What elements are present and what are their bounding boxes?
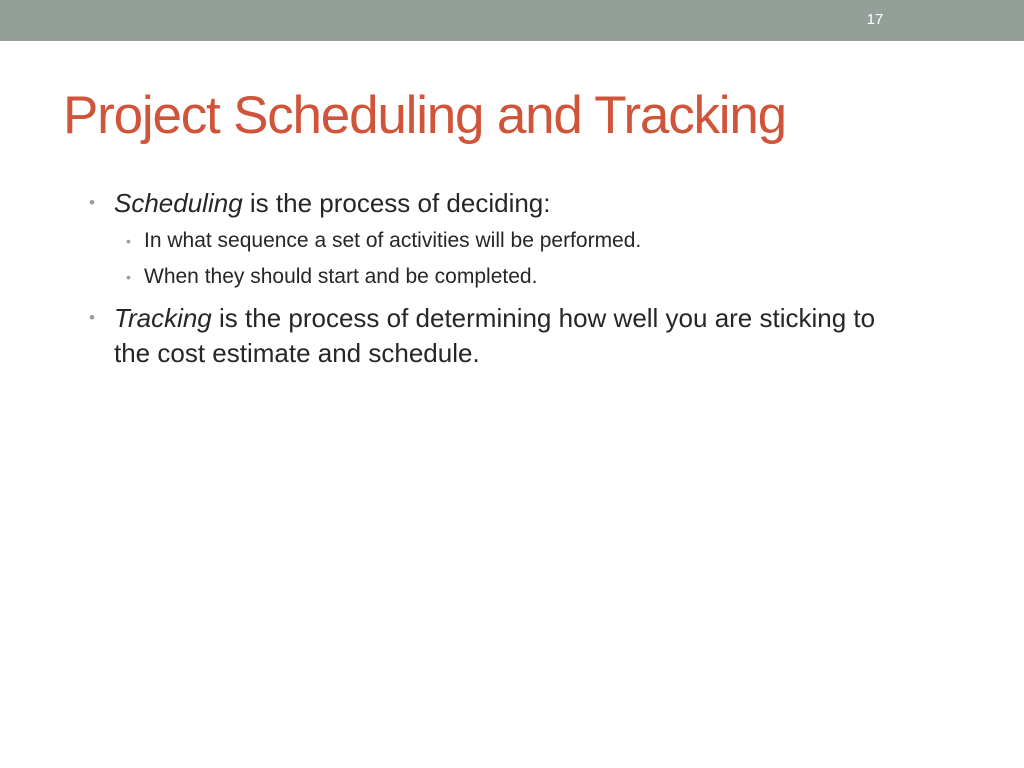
sub-bullet-item xyxy=(126,227,642,255)
bullet-icon: • xyxy=(89,308,95,327)
bullet-continuation xyxy=(114,336,480,370)
bullet-text: the cost estimate and schedule. xyxy=(114,338,480,368)
bullet-item xyxy=(89,186,551,220)
bullet-term: Scheduling xyxy=(114,188,243,218)
bullet-term: Tracking xyxy=(114,303,212,333)
slide-title: Project Scheduling and Tracking xyxy=(63,86,786,145)
bullet-text: is the process of determining how well you are sticking to xyxy=(211,303,876,333)
slide-number: 17 xyxy=(866,11,884,28)
bullet-icon: • xyxy=(126,233,131,249)
bullet-icon: • xyxy=(126,269,131,285)
sub-bullet-text: When they should start and be completed. xyxy=(144,265,538,288)
bullet-icon: • xyxy=(89,193,95,212)
sub-bullet-item xyxy=(126,263,538,291)
sub-bullet-text: In what sequence a set of activities will be performed. xyxy=(144,229,642,252)
bullet-text: is the process of deciding: xyxy=(242,188,551,218)
bullet-item xyxy=(89,301,876,335)
